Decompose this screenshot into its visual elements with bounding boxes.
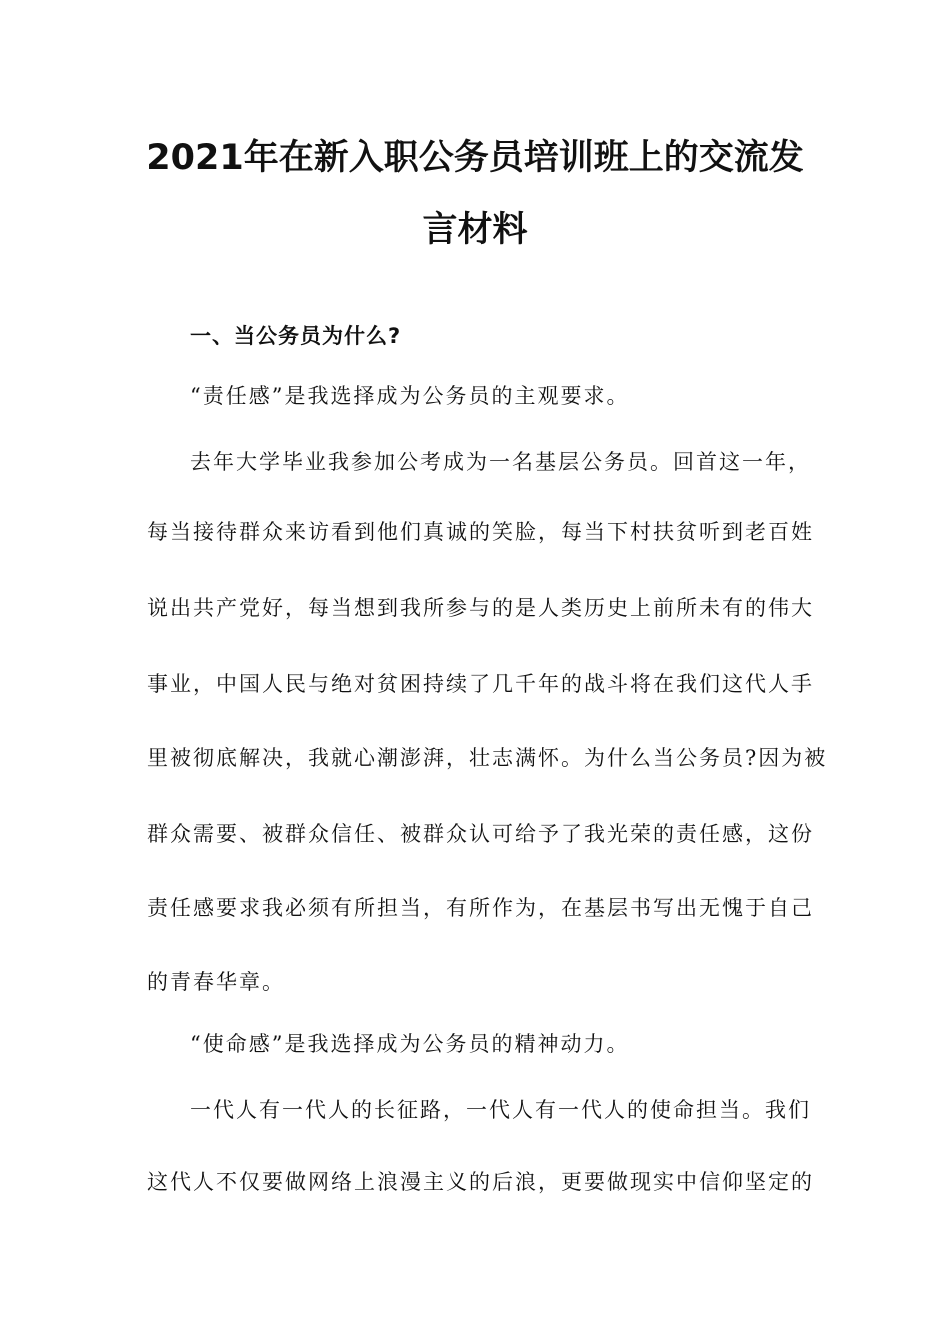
document-title-line-1: 2021年在新入职公务员培训班上的交流发 [146, 138, 804, 178]
paragraph-line: 群众需要、被群众信任、被群众认可给予了我光荣的责任感，这份 [147, 822, 814, 846]
paragraph-line: 每当接待群众来访看到他们真诚的笑脸，每当下村扶贫听到老百姓 [147, 520, 814, 544]
paragraph-line: 的青春华章。 [147, 970, 285, 994]
paragraph-line: 责任感要求我必须有所担当，有所作为，在基层书写出无愧于自己 [147, 896, 814, 920]
document-title-line-2: 言材料 [422, 210, 528, 250]
paragraph-line: 说出共产党好，每当想到我所参与的是人类历史上前所未有的伟大 [147, 596, 814, 620]
paragraph-line: 去年大学毕业我参加公考成为一名基层公务员。回首这一年， [190, 450, 811, 474]
section-heading: 一、当公务员为什么? [190, 324, 402, 348]
paragraph-line: 事业，中国人民与绝对贫困持续了几千年的战斗将在我们这代人手 [147, 672, 814, 696]
paragraph-line: 里被彻底解决，我就心潮澎湃，壮志满怀。为什么当公务员?因为被 [147, 746, 828, 770]
paragraph-line: “使命感”是我选择成为公务员的精神动力。 [190, 1032, 630, 1056]
paragraph-line: “责任感”是我选择成为公务员的主观要求。 [190, 384, 630, 408]
paragraph-line: 这代人不仅要做网络上浪漫主义的后浪，更要做现实中信仰坚定的 [147, 1170, 814, 1194]
paragraph-line: 一代人有一代人的长征路，一代人有一代人的使命担当。我们 [190, 1098, 811, 1122]
